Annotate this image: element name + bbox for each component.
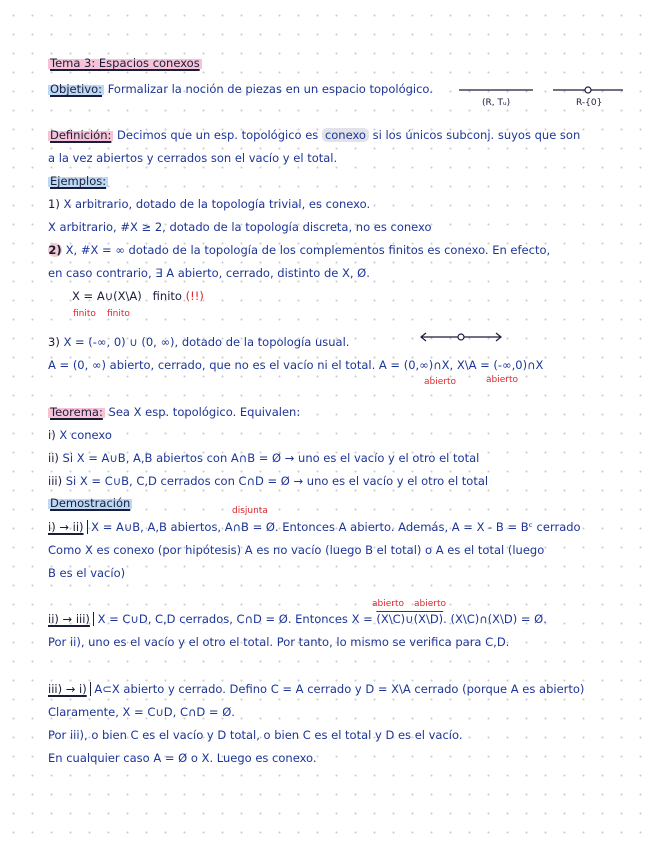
proof-2-line-2: Por ii), uno es el vacío y el otro el total. Por tanto, lo mismo se verifica para C,D.: [48, 635, 510, 649]
title-text: Tema 3: Espacios conexos: [50, 56, 200, 70]
proof-1-note: disjunta: [232, 506, 268, 516]
objective-line: [48, 82, 433, 96]
proof-label: Demostración: [50, 496, 131, 510]
proof-1-tag: i) → ii): [48, 520, 88, 534]
example-2-finito-b: finito: [107, 309, 130, 319]
theorem-item-ii-number: ii): [48, 451, 59, 465]
example-1-line-1: [48, 197, 370, 211]
definition-text-a: Decimos que un esp. topológico es: [117, 128, 319, 142]
proof-3-line-1: [48, 682, 584, 696]
proof-3-line-3: Por iii), o bien C es el vacío y D total, o bien C es el total y D es el vacío.: [48, 728, 463, 742]
removed-point: [585, 87, 591, 93]
definition-keyword: conexo: [322, 128, 369, 142]
example-2-contradiction-mark: (!!): [185, 289, 204, 303]
theorem-text: Sea X esp. topológico. Equivalen:: [108, 405, 301, 419]
example-3-text-2: A = (0, ∞) abierto, cerrado, que no es el vacío ni el total.: [48, 358, 376, 372]
example-3-abierto-a: abierto: [424, 377, 457, 387]
example-3-removed-point: [458, 334, 464, 340]
theorem-item-ii: [48, 451, 479, 465]
example-3-text-2b: A = (0,∞)∩X, X\A = (-∞,0)∩X: [378, 358, 544, 372]
example-3-sketch: [418, 330, 504, 344]
example-2-finito-a: finito: [73, 309, 96, 319]
proof-3-tag: iii) → i): [48, 682, 91, 696]
objective-text: Formalizar la noción de piezas en un espacio topológico.: [107, 82, 433, 96]
example-2-line-1: [48, 243, 550, 257]
example-3-number: 3): [48, 335, 60, 349]
theorem-item-ii-text: Si X = A∪B, A,B abiertos con A∩B = Ø → uno es el vacío y el otro el total: [62, 451, 480, 465]
proof-2-tag: ii) → iii): [48, 612, 94, 626]
example-3-text: X = (-∞, 0) ∪ (0, ∞), dotado de la topología usual.: [63, 335, 350, 349]
proof-2-line-1: [48, 612, 547, 626]
definition-text-b: si los únicos subconj. suyos que son: [372, 128, 581, 142]
theorem-item-iii: [48, 474, 488, 488]
example-2-text: X, #X = ∞ dotado de la topología de los complementos finitos es conexo. En efecto,: [65, 243, 551, 257]
example-1-number: 1): [48, 197, 60, 211]
proof-3-text-1: A⊂X abierto y cerrado. Defino C = A cerrado y D = X\A cerrado (porque A es abierto): [94, 682, 585, 696]
proof-2-note-a: abierto: [372, 599, 405, 609]
fig2-label: R-{0}: [576, 98, 603, 108]
example-3-line-2: [48, 358, 543, 372]
example-2-formula-main: X = A∪(X\A): [72, 289, 142, 303]
example-1-line-2: X arbitrario, #X ≥ 2, dotado de la topología discreta, no es conexo: [48, 220, 432, 234]
definition-line-1: [48, 128, 580, 142]
example-3-abierto-b: abierto: [486, 375, 519, 385]
example-2-formula-finito: finito: [152, 289, 182, 303]
proof-1-line-3: B es el vacío): [48, 566, 126, 580]
theorem-item-iii-text: Si X = C∪B, C,D cerrados con C∩D = Ø → uno es el vacío y el otro el total: [65, 474, 489, 488]
fig1-label: (R, Tᵤ): [482, 98, 511, 108]
proof-2-text-1a: X = C∪D, C,D cerrados, C∩D = Ø. Entonces X =: [97, 612, 373, 626]
theorem-item-iii-number: iii): [48, 474, 63, 488]
theorem-item-i-number: i): [48, 428, 56, 442]
theorem-item-i-text: X conexo: [59, 428, 112, 442]
proof-1-line-1: [48, 520, 581, 534]
example-3-line-1: [48, 335, 349, 349]
proof-2-note-b: abierto: [414, 599, 447, 609]
proof-3-line-2: Claramente, X = C∪D, C∩D = Ø.: [48, 705, 235, 719]
theorem-line: [48, 405, 300, 419]
proof-2-text-1c: . (X\C)∩(X\D) = Ø.: [443, 612, 547, 626]
example-1-text: X arbitrario, dotado de la topología trivial, es conexo.: [63, 197, 371, 211]
proof-3-line-4: En cualquier caso A = Ø o X. Luego es conexo.: [48, 751, 317, 765]
examples-label: Ejemplos:: [50, 174, 107, 188]
theorem-label: Teorema:: [50, 405, 103, 419]
proof-1-line-2: Como X es conexo (por hipótesis) A es no vacío (luego B el total) o A es el total (luego: [48, 543, 545, 557]
theorem-item-i: [48, 428, 112, 442]
definition-label: Definición:: [50, 128, 112, 142]
objective-label: Objetivo:: [50, 82, 103, 96]
proof-heading: [48, 496, 132, 510]
proof-2-text-1b: (X\C)∪(X\D): [376, 612, 444, 626]
example-2-line-2: en caso contrario, ∃ A abierto, cerrado, distinto de X, Ø.: [48, 266, 370, 280]
definition-line-2: a la vez abiertos y cerrados son el vacío y el total.: [48, 151, 338, 165]
page-title: [48, 56, 202, 70]
examples-heading: [48, 174, 108, 188]
proof-1-text-1: X = A∪B, A,B abiertos, A∩B = Ø. Entonces A abierto. Además, A = X - B = Bᶜ cerrado: [91, 520, 581, 534]
example-2-formula: [72, 289, 204, 303]
example-2-number: 2): [48, 243, 62, 257]
